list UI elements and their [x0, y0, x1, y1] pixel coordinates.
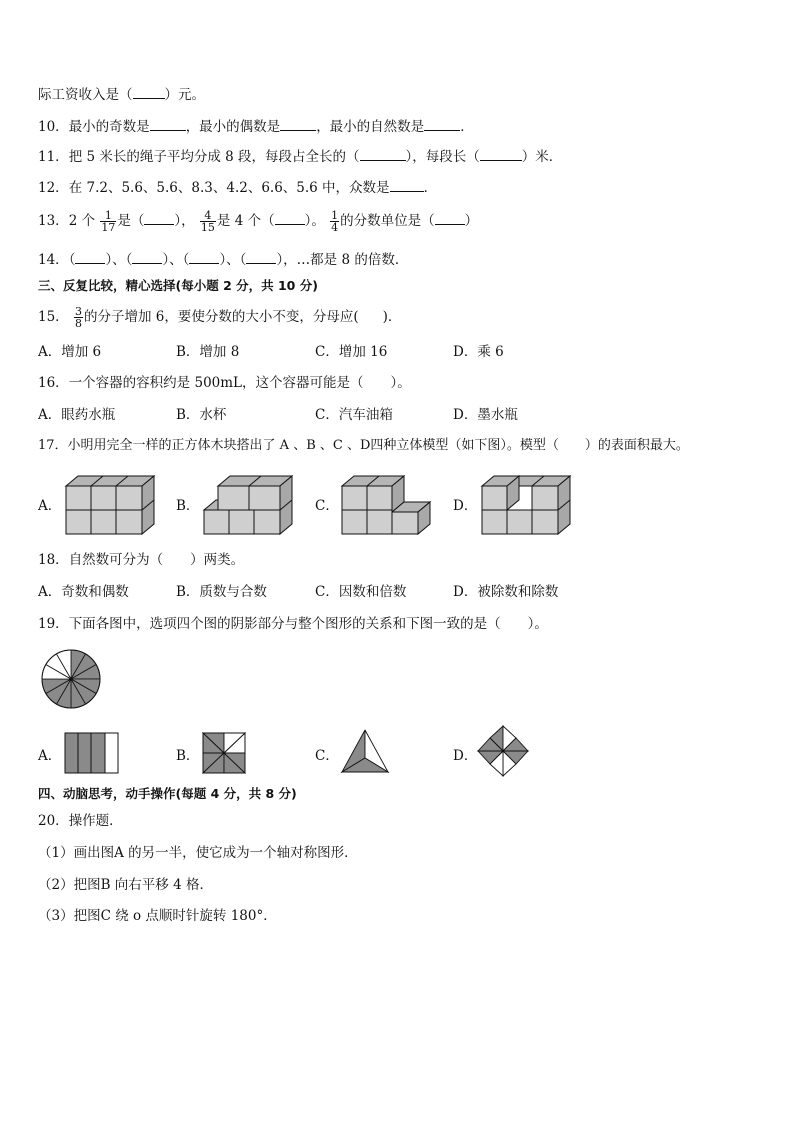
answer-blank: [144, 210, 174, 225]
q17-label-d[interactable]: D．: [453, 498, 478, 514]
reference-circle: [40, 648, 102, 710]
q18-option-d[interactable]: D．被除数和除数: [453, 584, 559, 600]
q15-option-b[interactable]: B．增加 8: [176, 344, 240, 360]
q10-line: 10．最小的奇数是 ，最小的偶数是 ，最小的自然数是 ．: [38, 116, 474, 136]
q19-line: 19．下面各图中，选项四个图的阴影部分与整个图形的关系和下图一致的是（ ）。: [38, 616, 548, 632]
answer-blank: [150, 116, 186, 131]
q15-option-c[interactable]: C．增加 16: [315, 344, 388, 360]
option-d-diamond[interactable]: [476, 724, 530, 778]
q11-line: 11．把 5 米长的绳子平均分成 8 段，每段占全长的（ ），每段长（ ）米．: [38, 146, 562, 166]
q16-option-b[interactable]: B．水杯: [176, 407, 227, 423]
q18-line: 18．自然数可分为（ ）两类。: [38, 552, 245, 568]
section-heading-3: 三、反复比较，精心选择(每小题 2 分，共 10 分): [38, 278, 318, 293]
q15-option-d[interactable]: D．乘 6: [453, 344, 504, 360]
q18-option-c[interactable]: C．因数和倍数: [315, 584, 407, 600]
q19-label-d[interactable]: D．: [453, 748, 478, 764]
q20-item-2: （2）把图B 向右平移 4 格．: [38, 877, 213, 893]
q14-line: 14．（ ）、（ ）、（ ）、（ ），…都是 8 的倍数．: [38, 249, 408, 269]
answer-blank: [189, 249, 219, 264]
answer-blank: [133, 84, 165, 99]
q15-option-a[interactable]: A．增加 6: [38, 344, 102, 360]
q16-option-a[interactable]: A．眼药水瓶: [38, 407, 116, 423]
answer-blank: [424, 116, 460, 131]
q17-line: 17．小明用完全一样的正方体木块搭出了 A 、B 、C 、D四种立体模型（如下图）。模型（ ）的表面积最大。: [38, 438, 689, 453]
q20-item-1: （1）画出图A 的另一半，使它成为一个轴对称图形．: [38, 845, 358, 861]
option-b-square[interactable]: [202, 732, 248, 776]
q17-label-b[interactable]: B．: [176, 498, 200, 514]
section-heading-4: 四、动脑思考，动手操作(每题 4 分，共 8 分): [38, 786, 297, 801]
q17-label-a[interactable]: A．: [38, 498, 62, 514]
cube-model-b[interactable]: [200, 470, 296, 538]
answer-blank: [75, 249, 105, 264]
fraction: $\frac{3}{8}$: [74, 305, 82, 330]
q18-option-a[interactable]: A．奇数和偶数: [38, 584, 129, 600]
answer-blank: [275, 210, 305, 225]
q17-label-c[interactable]: C．: [315, 498, 339, 514]
q19-label-b[interactable]: B．: [176, 748, 200, 764]
q19-label-c[interactable]: C．: [315, 748, 339, 764]
q20-line: 20．操作题．: [38, 813, 123, 829]
answer-blank: [435, 210, 465, 225]
answer-blank: [246, 249, 276, 264]
cube-model-c[interactable]: [338, 468, 434, 538]
q20-item-3: （3）把图C 绕 o 点顺时针旋转 180°．: [38, 908, 277, 924]
q16-line: 16．一个容器的容积约是 500mL，这个容器可能是（ ）。: [38, 375, 411, 391]
q9-line: 际工资收入是（ ）元。: [38, 84, 205, 104]
answer-blank: [390, 177, 424, 192]
cube-model-a[interactable]: [62, 470, 158, 538]
fraction: $\frac{4}{15}$: [200, 209, 215, 234]
q18-option-b[interactable]: B．质数与合数: [176, 584, 267, 600]
q12-line: 12．在 7.2、5.6、5.6、8.3、4.2、6.6、5.6 中，众数是 ．: [38, 177, 437, 197]
answer-blank: [280, 116, 316, 131]
q13-line: 13．2 个 $\frac{1}{17}$ 是（ ）， $\frac{4}{15}$ 是 4 个（ ）。 $\frac{1}{4}$ 的分数单位是（ ）: [38, 209, 479, 234]
q16-option-d[interactable]: D．墨水瓶: [453, 407, 518, 423]
q16-option-c[interactable]: C．汽车油箱: [315, 407, 393, 423]
fraction: $\frac{1}{17}$: [101, 209, 116, 234]
q19-label-a[interactable]: A．: [38, 748, 62, 764]
answer-blank: [360, 146, 406, 161]
answer-blank: [132, 249, 162, 264]
option-c-triangle[interactable]: [340, 728, 390, 774]
q15-line: 15． $\frac{3}{8}$ 的分子增加 6，要使分数的大小不变，分母应( )．: [38, 305, 402, 330]
option-a-rectangle[interactable]: [64, 732, 120, 776]
answer-blank: [480, 146, 522, 161]
cube-model-d[interactable]: [478, 470, 574, 538]
fraction: $\frac{1}{4}$: [331, 209, 339, 234]
